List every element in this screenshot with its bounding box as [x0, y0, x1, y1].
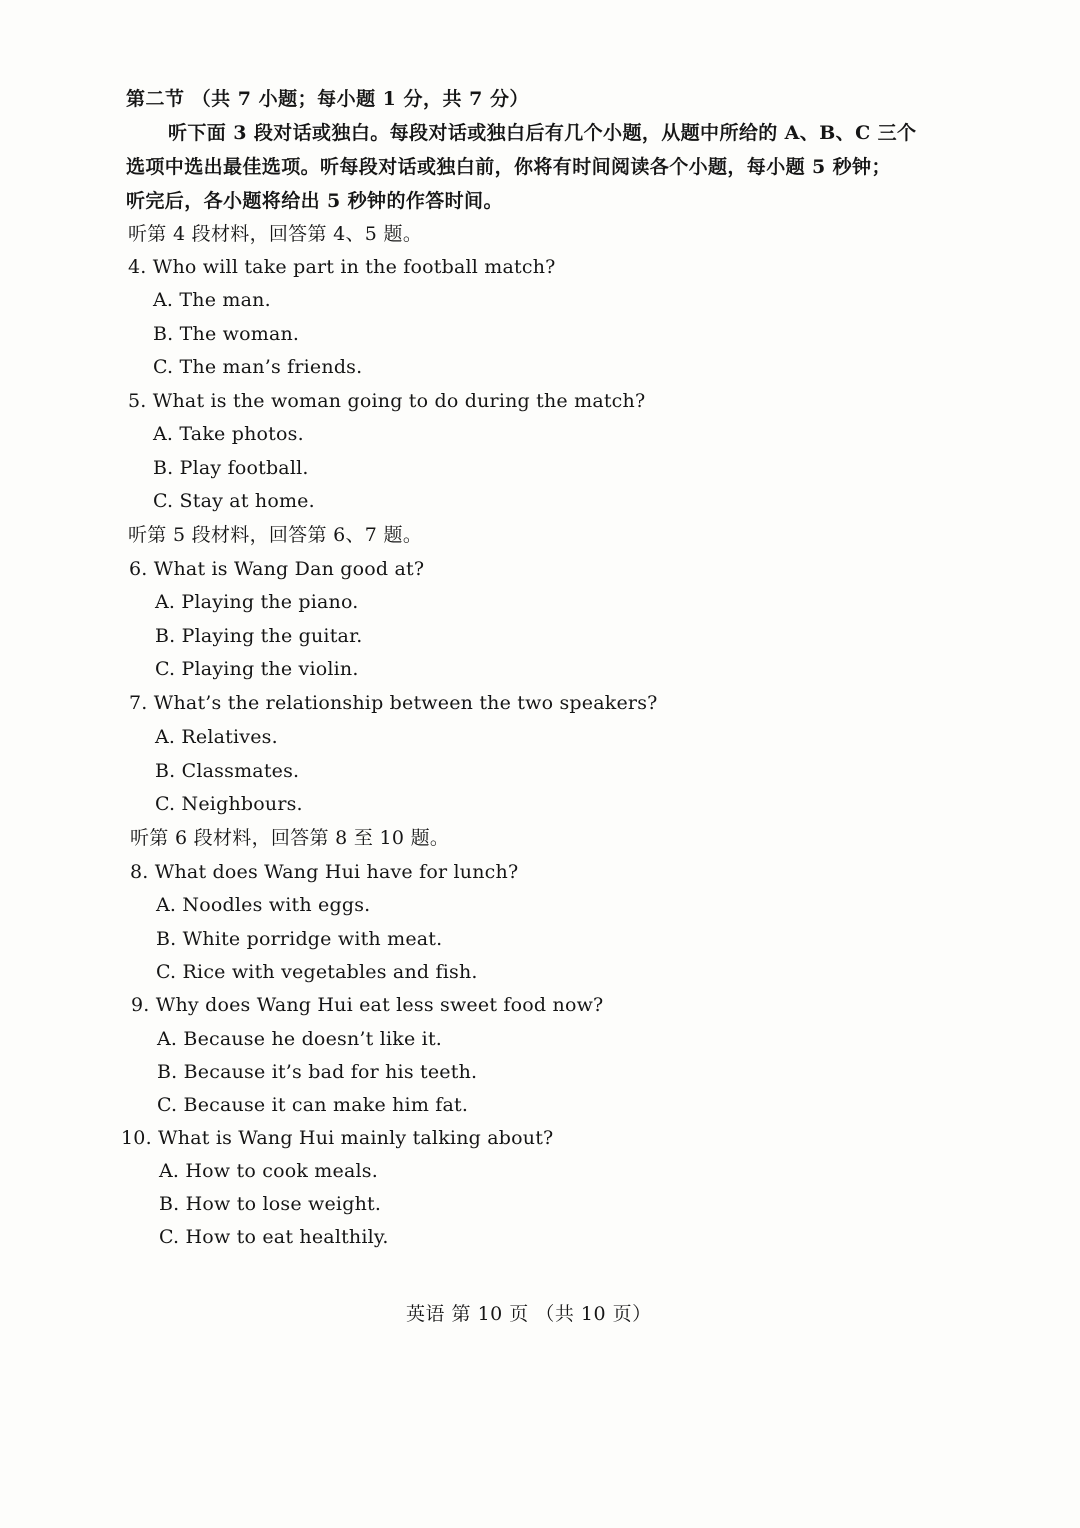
- instruction-line: 听下面 3 段对话或独白。每段对话或独白后有几个小题，从题中所给的 A、B、C 三个: [168, 122, 917, 144]
- material-label: 听第 5 段材料，回答第 6、7 题。: [128, 524, 423, 546]
- answer-option: A. Because he doesn’t like it.: [157, 1028, 443, 1050]
- answer-option: C. The man’s friends.: [153, 356, 363, 378]
- question-text: 10. What is Wang Hui mainly talking about?: [121, 1127, 554, 1149]
- answer-option: A. Take photos.: [153, 423, 304, 445]
- page-footer: 英语 第 10 页 （共 10 页）: [406, 1303, 652, 1325]
- answer-option: A. Noodles with eggs.: [156, 894, 371, 916]
- question-text: 7. What’s the relationship between the two speakers?: [129, 692, 658, 714]
- answer-option: A. Playing the piano.: [155, 591, 359, 613]
- answer-option: B. Classmates.: [155, 760, 300, 782]
- answer-option: C. Stay at home.: [153, 490, 315, 512]
- question-text: 8. What does Wang Hui have for lunch?: [130, 861, 519, 883]
- question-text: 6. What is Wang Dan good at?: [129, 558, 425, 580]
- answer-option: C. Playing the violin.: [155, 658, 359, 680]
- material-label: 听第 4 段材料，回答第 4、5 题。: [128, 223, 423, 245]
- answer-option: C. Because it can make him fat.: [157, 1094, 469, 1116]
- answer-option: B. The woman.: [153, 323, 300, 345]
- question-text: 5. What is the woman going to do during the match?: [128, 390, 646, 412]
- answer-option: A. The man.: [153, 289, 271, 311]
- answer-option: B. Because it’s bad for his teeth.: [157, 1061, 478, 1083]
- answer-option: B. Play football.: [153, 457, 309, 479]
- section-heading: 第二节 （共 7 小题；每小题 1 分，共 7 分）: [126, 88, 529, 110]
- instruction-line: 选项中选出最佳选项。听每段对话或独白前，你将有时间阅读各个小题，每小题 5 秒钟；: [126, 156, 891, 178]
- question-text: 4. Who will take part in the football match?: [128, 256, 556, 278]
- answer-option: C. Neighbours.: [155, 793, 303, 815]
- answer-option: C. How to eat healthily.: [159, 1226, 389, 1248]
- answer-option: B. White porridge with meat.: [156, 928, 443, 950]
- answer-option: A. How to cook meals.: [159, 1160, 378, 1182]
- answer-option: C. Rice with vegetables and fish.: [156, 961, 478, 983]
- question-text: 9. Why does Wang Hui eat less sweet food now?: [131, 994, 604, 1016]
- answer-option: B. How to lose weight.: [159, 1193, 382, 1215]
- instruction-line: 听完后，各小题将给出 5 秒钟的作答时间。: [126, 190, 503, 212]
- answer-option: B. Playing the guitar.: [155, 625, 363, 647]
- answer-option: A. Relatives.: [155, 726, 278, 748]
- material-label: 听第 6 段材料，回答第 8 至 10 题。: [130, 827, 450, 849]
